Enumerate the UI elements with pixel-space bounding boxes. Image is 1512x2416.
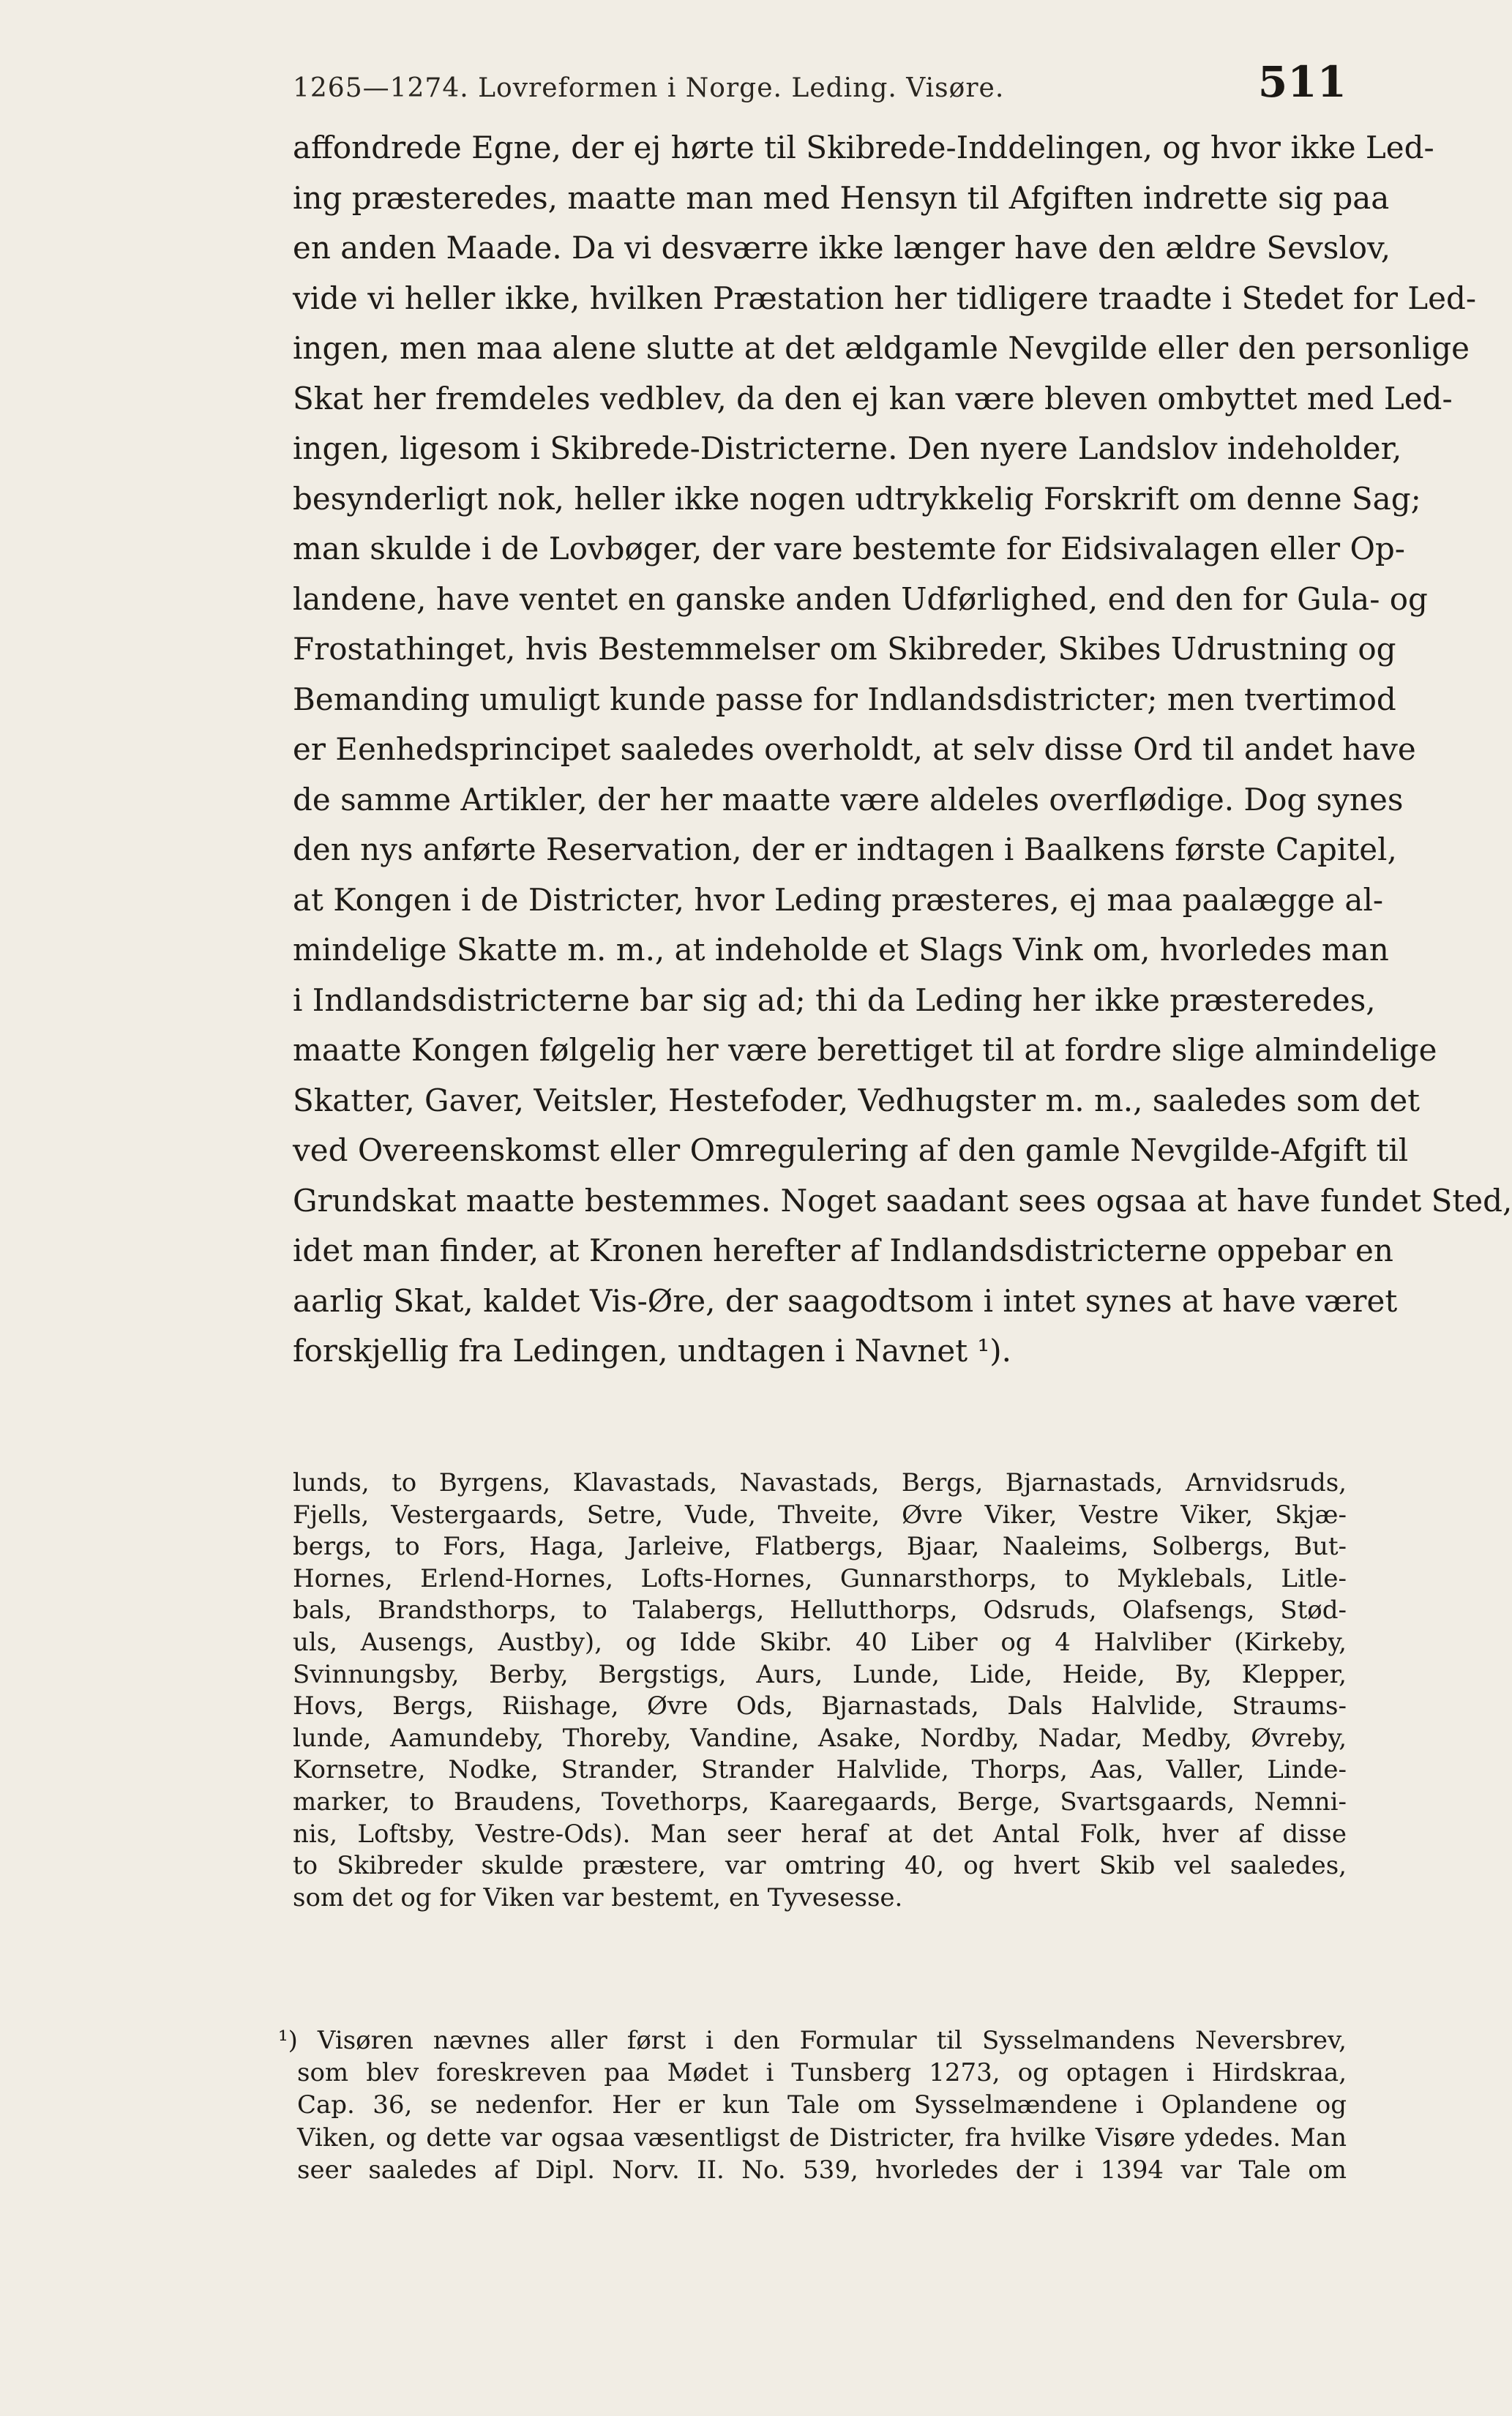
footnote-line: Cap. 36, se nedenfor. Her er kun Tale om Sysselmændene i Oplandene og	[297, 2090, 1347, 2120]
footnote-line: som blev foreskreven paa Mødet i Tunsberg 1273, og optagen i Hirdskraa,	[297, 2058, 1347, 2088]
note-line: marker, to Braudens, Tovethorps, Kaaregaards, Berge, Svartsgaards, Nemni-	[293, 1787, 1347, 1817]
note-line: som det og for Viken var bestemt, en Tyvesesse.	[293, 1882, 903, 1912]
text-line: ingen, men maa alene slutte at det ældgamle Nevgilde eller den personlige	[293, 330, 1470, 366]
text-line: aarlig Skat, kaldet Vis-Øre, der saagodtsom i intet synes at have været	[293, 1282, 1398, 1319]
text-line: idet man finder, at Kronen herefter af Indlandsdistricterne oppebar en	[293, 1233, 1393, 1268]
text-line: Frostathinget, hvis Bestemmelser om Skibreder, Skibes Udrustning og	[293, 631, 1396, 667]
main-text	[293, 123, 1512, 1377]
text-line: en anden Maade. Da vi desværre ikke længer have den ældre Sevslov,	[293, 230, 1391, 266]
text-line: maatte Kongen følgelig her være berettiget til at fordre slige almindelige	[293, 1032, 1437, 1068]
text-line: Bemanding umuligt kunde passe for Indlandsdistricter; men tvertimod	[293, 681, 1396, 717]
text-line: Grundskat maatte bestemmes. Noget saadant sees ogsaa at have fundet Sted,	[293, 1182, 1512, 1219]
footnote-line: Viken, og dette var ogsaa væsentligst de Districter, fra hvilke Visøre ydedes. Man	[297, 2123, 1347, 2153]
text-line: er Eenhedsprincipet saaledes overholdt, at selv disse Ord til andet have	[293, 731, 1416, 767]
text-line: den nys anførte Reservation, der er indtagen i Baalkens første Capitel,	[293, 831, 1397, 867]
note-line: Hornes, Erlend-Hornes, Lofts-Hornes, Gunnarsthorps, to Myklebals, Litle-	[293, 1563, 1347, 1593]
note-line: bergs, to Fors, Haga, Jarleive, Flatbergs, Bjaar, Naaleims, Solbergs, But-	[293, 1532, 1347, 1562]
note-line: Hovs, Bergs, Riishage, Øvre Ods, Bjarnastads, Dals Halvlide, Straums-	[293, 1691, 1347, 1721]
footnote-continuation	[293, 1467, 1347, 1914]
footnote-1	[278, 2024, 1347, 2186]
page-header	[293, 57, 1347, 123]
running-title: 1265—1274. Lovreformen i Norge. Leding. Visøre.	[293, 73, 1005, 103]
text-line: landene, have ventet en ganske anden Udførlighed, end den for Gula- og	[293, 580, 1428, 617]
note-line: uls, Ausengs, Austby), og Idde Skibr. 40 Liber og 4 Halvliber (Kirkeby,	[293, 1627, 1347, 1657]
page-number: 511	[1257, 57, 1347, 107]
note-line: lunde, Aamundeby, Thoreby, Vandine, Asake, Nordby, Nadar, Medby, Øvreby,	[293, 1723, 1347, 1753]
footnote-line: seer saaledes af Dipl. Norv. II. No. 539, hvorledes der i 1394 var Tale om	[297, 2155, 1347, 2185]
note-line: bals, Brandsthorps, to Talabergs, Hellutthorps, Odsruds, Olafsengs, Stød-	[293, 1596, 1347, 1626]
text-line: i Indlandsdistricterne bar sig ad; thi da Leding her ikke præsteredes,	[293, 981, 1376, 1018]
text-line: vide vi heller ikke, hvilken Præstation her tidligere traadte i Stedet for Led-	[293, 280, 1477, 316]
text-line: Skatter, Gaver, Veitsler, Hestefoder, Vedhugster m. m., saaledes som det	[293, 1082, 1421, 1118]
text-line: at Kongen i de Districter, hvor Leding præsteres, ej maa paalægge al-	[293, 881, 1384, 918]
text-line: besynderligt nok, heller ikke nogen udtrykkelig Forskrift om denne Sag;	[293, 480, 1421, 517]
text-line: mindelige Skatte m. m., at indeholde et Slags Vink om, hvorledes man	[293, 932, 1389, 968]
footnote-marker: ¹)	[278, 2026, 298, 2055]
footnote-text: Visøren nævnes aller først i den Formular til Sysselmandens Neversbrev,	[317, 2026, 1347, 2055]
text-line: Skat her fremdeles vedblev, da den ej kan være bleven ombyttet med Led-	[293, 380, 1453, 416]
note-line: Svinnungsby, Berby, Bergstigs, Aurs, Lunde, Lide, Heide, By, Klepper,	[293, 1659, 1347, 1689]
note-line: to Skibreder skulde præstere, var omtring 40, og hvert Skib vel saaledes,	[293, 1851, 1347, 1881]
text-line: ing præsteredes, maatte man med Hensyn til Afgiften indrette sig paa	[293, 179, 1390, 216]
text-line: ved Overeenskomst eller Omregulering af den gamle Nevgilde-Afgift til	[293, 1132, 1409, 1168]
text-line: forskjellig fra Ledingen, undtagen i Navnet ¹).	[293, 1333, 1011, 1369]
note-line: Fjells, Vestergaards, Setre, Vude, Thveite, Øvre Viker, Vestre Viker, Skjæ-	[293, 1500, 1347, 1530]
text-line: affondrede Egne, der ej hørte til Skibrede-Inddelingen, og hvor ikke Led-	[293, 130, 1434, 165]
note-line: nis, Loftsby, Vestre-Ods). Man seer heraf at det Antal Folk, hver af disse	[293, 1819, 1347, 1849]
note-line: lunds, to Byrgens, Klavastads, Navastads, Bergs, Bjarnastads, Arnvidsruds,	[293, 1468, 1347, 1497]
footnote-first-line	[278, 2024, 1347, 2057]
text-line: de samme Artikler, der her maatte være aldeles overflødige. Dog synes	[293, 781, 1404, 818]
text-line: ingen, ligesom i Skibrede-Districterne. Den nyere Landslov indeholder,	[293, 430, 1402, 466]
note-line: Kornsetre, Nodke, Strander, Strander Halvlide, Thorps, Aas, Valler, Linde-	[293, 1755, 1347, 1785]
text-line: man skulde i de Lovbøger, der vare bestemte for Eidsivalagen eller Op-	[293, 531, 1405, 566]
